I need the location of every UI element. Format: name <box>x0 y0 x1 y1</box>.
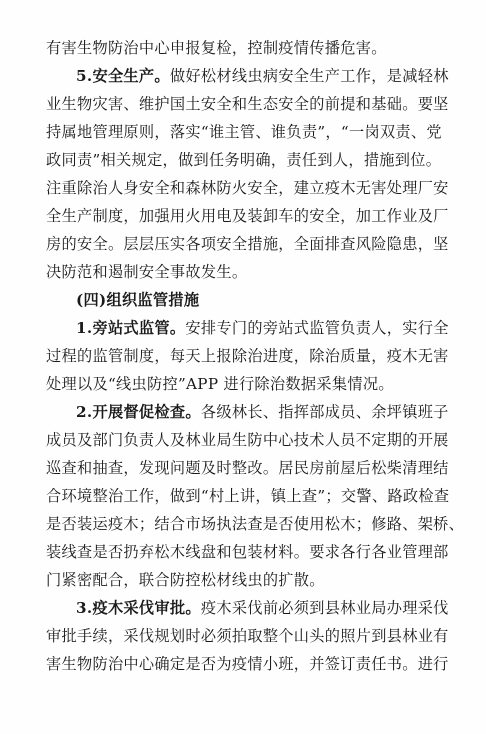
item-3-title: 3.疫木采伐审批。 <box>76 599 201 617</box>
text-span: 处理以及“线虫防控”APP 进行除治数据采集情况。 <box>46 375 394 393</box>
text-span: 装线查是否扔弃松木线盘和包装材料。要求各行各业管理部 <box>46 543 449 561</box>
item-3-heading-line <box>76 594 449 622</box>
text-line <box>46 230 449 258</box>
text-span: 审批手续，采伐规划时必须拍取整个山头的照片到县林业有 <box>46 627 449 645</box>
text-line <box>46 650 449 678</box>
text-line <box>46 454 449 482</box>
text-line <box>46 258 247 286</box>
text-line <box>46 34 387 62</box>
item-1-heading-line <box>76 314 449 342</box>
text-span: 害生物防治中心确定是否为疫情小班，并签订责任书。进行 <box>46 655 449 673</box>
text-span: 疫木采伐前必须到县林业局办理采伐 <box>200 599 449 617</box>
text-span: 决防范和遏制安全事故发生。 <box>46 263 248 281</box>
text-span: 各级林长、指挥部成员、余坪镇班子 <box>200 403 449 421</box>
text-span: 房的安全。层层压实各项安全措施，全面排查风险隐患，坚 <box>46 235 449 253</box>
text-line <box>46 202 449 230</box>
text-span: 巡查和抽查，发现问题及时整改。居民房前屋后松柴清理结 <box>46 459 449 477</box>
text-line <box>46 118 442 146</box>
section-5-heading-line <box>76 62 449 90</box>
text-line <box>46 622 449 650</box>
text-span: 有害生物防治中心申报复检，控制疫情传播危害。 <box>46 39 387 57</box>
text-span: 安排专门的旁站式监管负责人，实行全 <box>185 319 449 337</box>
text-span: 做好松材线虫病安全生产工作，是减轻林 <box>169 67 449 85</box>
text-line <box>46 538 449 566</box>
text-line <box>46 482 449 510</box>
text-line <box>46 426 449 454</box>
section-5-title: 5.安全生产。 <box>76 67 170 85</box>
text-line <box>46 174 449 202</box>
item-2-heading-line <box>76 398 449 426</box>
text-line <box>46 510 464 538</box>
text-line <box>46 342 449 370</box>
text-span: 成员及部门负责人及林业局生防中心技术人员不定期的开展 <box>46 431 449 449</box>
text-line <box>46 146 441 174</box>
item-1-title: 1.旁站式监管。 <box>76 319 186 337</box>
text-span: 政同责”相关规定，做到任务明确，责任到人，措施到位。 <box>46 151 442 169</box>
subsection-4-heading <box>76 286 199 314</box>
subsection-4-title: (四)组织监管措施 <box>76 291 200 309</box>
text-span: 持属地管理原则，落实“谁主管、谁负责”，“一岗双责、党 <box>46 123 442 141</box>
text-span: 全生产制度，加强用火用电及装卸车的安全，加工作业及厂 <box>46 207 449 225</box>
item-2-title: 2.开展督促检查。 <box>76 403 201 421</box>
text-span: 业生物灾害、维护国土安全和生态安全的前提和基础。要坚 <box>46 95 449 113</box>
text-span: 注重除治人身安全和森林防火安全，建立疫木无害处理厂安 <box>46 179 449 197</box>
text-span: 是否装运疫木；结合市场执法查是否使用松木；修路、架桥、 <box>46 515 465 533</box>
text-line <box>46 370 394 398</box>
text-span: 过程的监管制度，每天上报除治进度，除治质量，疫木无害 <box>46 347 449 365</box>
text-line <box>46 566 325 594</box>
text-line <box>46 90 449 118</box>
text-span: 合环境整治工作，做到“村上讲，镇上查”；交警、路政检查 <box>46 487 450 505</box>
text-span: 门紧密配合，联合防控松材线虫的扩散。 <box>46 571 325 589</box>
